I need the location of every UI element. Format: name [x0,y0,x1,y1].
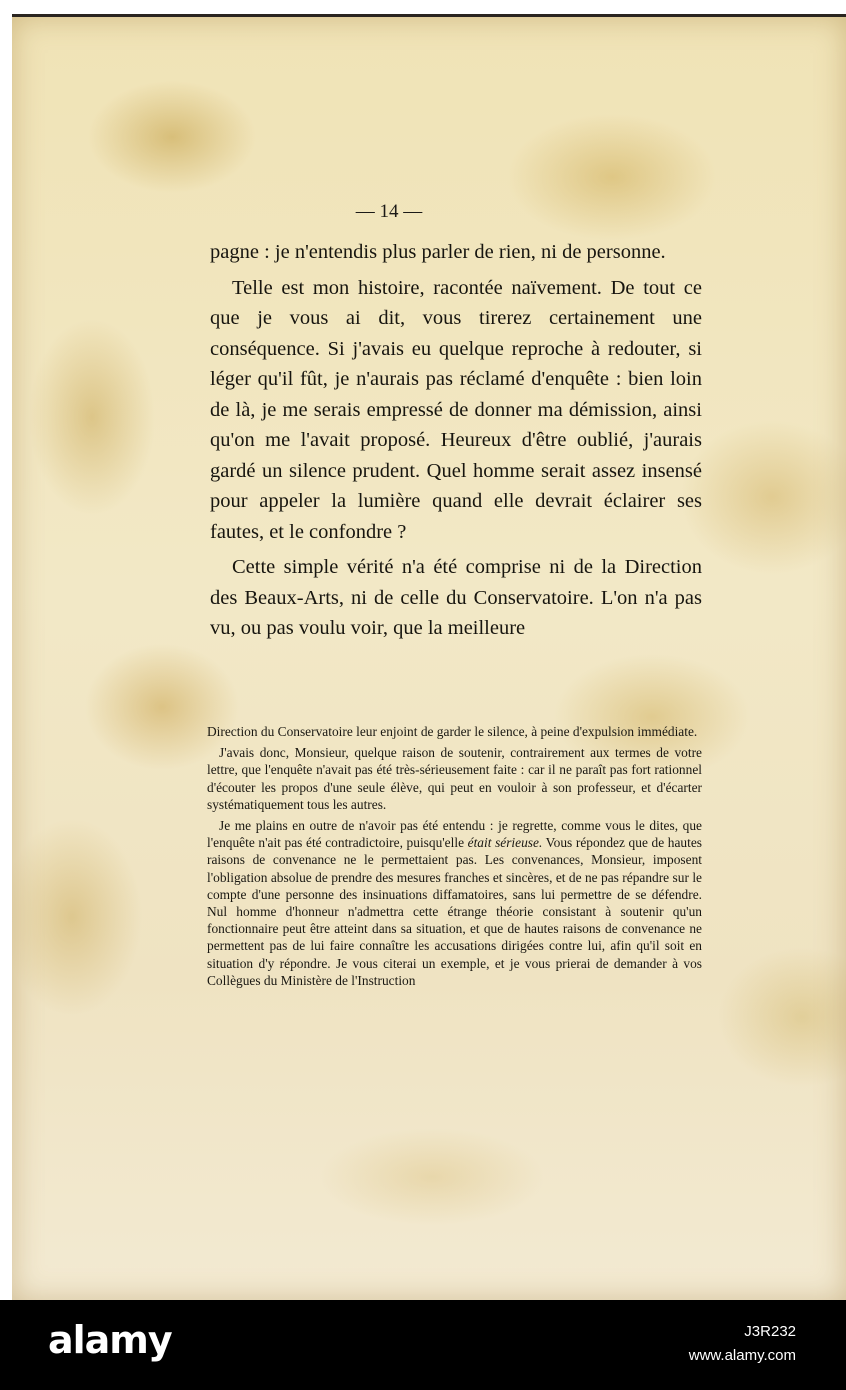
body-paragraph: Cette simple vérité n'a été comprise ni de la Direction des Beaux-Arts, ni de celle du Conservatoire. L'on n'a pas vu, ou pas voulu voir, que la meilleure [210,556,702,639]
body-paragraph: pagne : je n'entendis plus parler de rien, ni de personne. [210,241,666,263]
main-text [210,237,702,644]
body-paragraph: Telle est mon histoire, racontée naïvement. De tout ce que je vous ai dit, vous tirerez certainement une conséquence. Si j'avais eu quelque reproche à redouter, si léger qu'il fût, je n'aurais pas réclamé d'enquête : bien loin de là, je me serais empressé de donner ma démission, ainsi qu'on me l'avait proposé. Heureux d'être oublié, j'aurais gardé un silence prudent. Quel homme serait assez insensé pour appeler la lumière quand elle devrait éclairer ses fautes, et le confondre ? [210,276,702,543]
alamy-logo: alamy [48,1318,172,1362]
footnote-span: Vous répondez que de hautes raisons de convenance ne le permettaient pas. Les convenances, Monsieur, imposent l'obligation absolue de prendre des mesures franches et sincères, et de ne pas répandre sur le compte d'une personne des insinuations diffamatoires, sans lui permettre de se défendre. Nul homme d'honneur n'admettra cette étrange théorie consistant à soutenir qu'un fonctionnaire peut être atteint dans sa situation, et que de hautes raisons de convenance ne permettent pas de lui faire connaître les accusations dirigées contre lui, afin qu'il soit en situation d'y répondre. Je vous citerai un exemple, et je vous prierai de demander à vos Collègues du Ministère de l'Instruction [207,835,702,988]
page-number: — 14 — [355,201,423,222]
footnote-paragraph: J'avais donc, Monsieur, quelque raison de soutenir, contrairement aux termes de votre lettre, que l'enquête n'avait pas été très-sérieusement faite : car il ne paraît pas fort rationnel d'écouter les propos d'une seule élève, qui peut en vouloir à son professeur, et d'écarter systématiquement tous les autres. [207,745,702,812]
footnote-paragraph: Direction du Conservatoire leur enjoint de garder le silence, à peine d'expulsion immédiate. [207,724,698,739]
image-id: J3R232 [744,1323,796,1340]
footnote-text [207,723,702,993]
footnote-paragraph [207,817,702,989]
footnote-span: Je me plains en outre de n'avoir pas été entendu : je regrette, comme vous le dites, que l'enquête n'ait pas été contradictoire, puisqu'elle [207,818,702,851]
scanned-page [12,14,846,1301]
site-url: www.alamy.com [688,1347,796,1364]
footnote-italic: était sérieuse. [467,835,543,851]
